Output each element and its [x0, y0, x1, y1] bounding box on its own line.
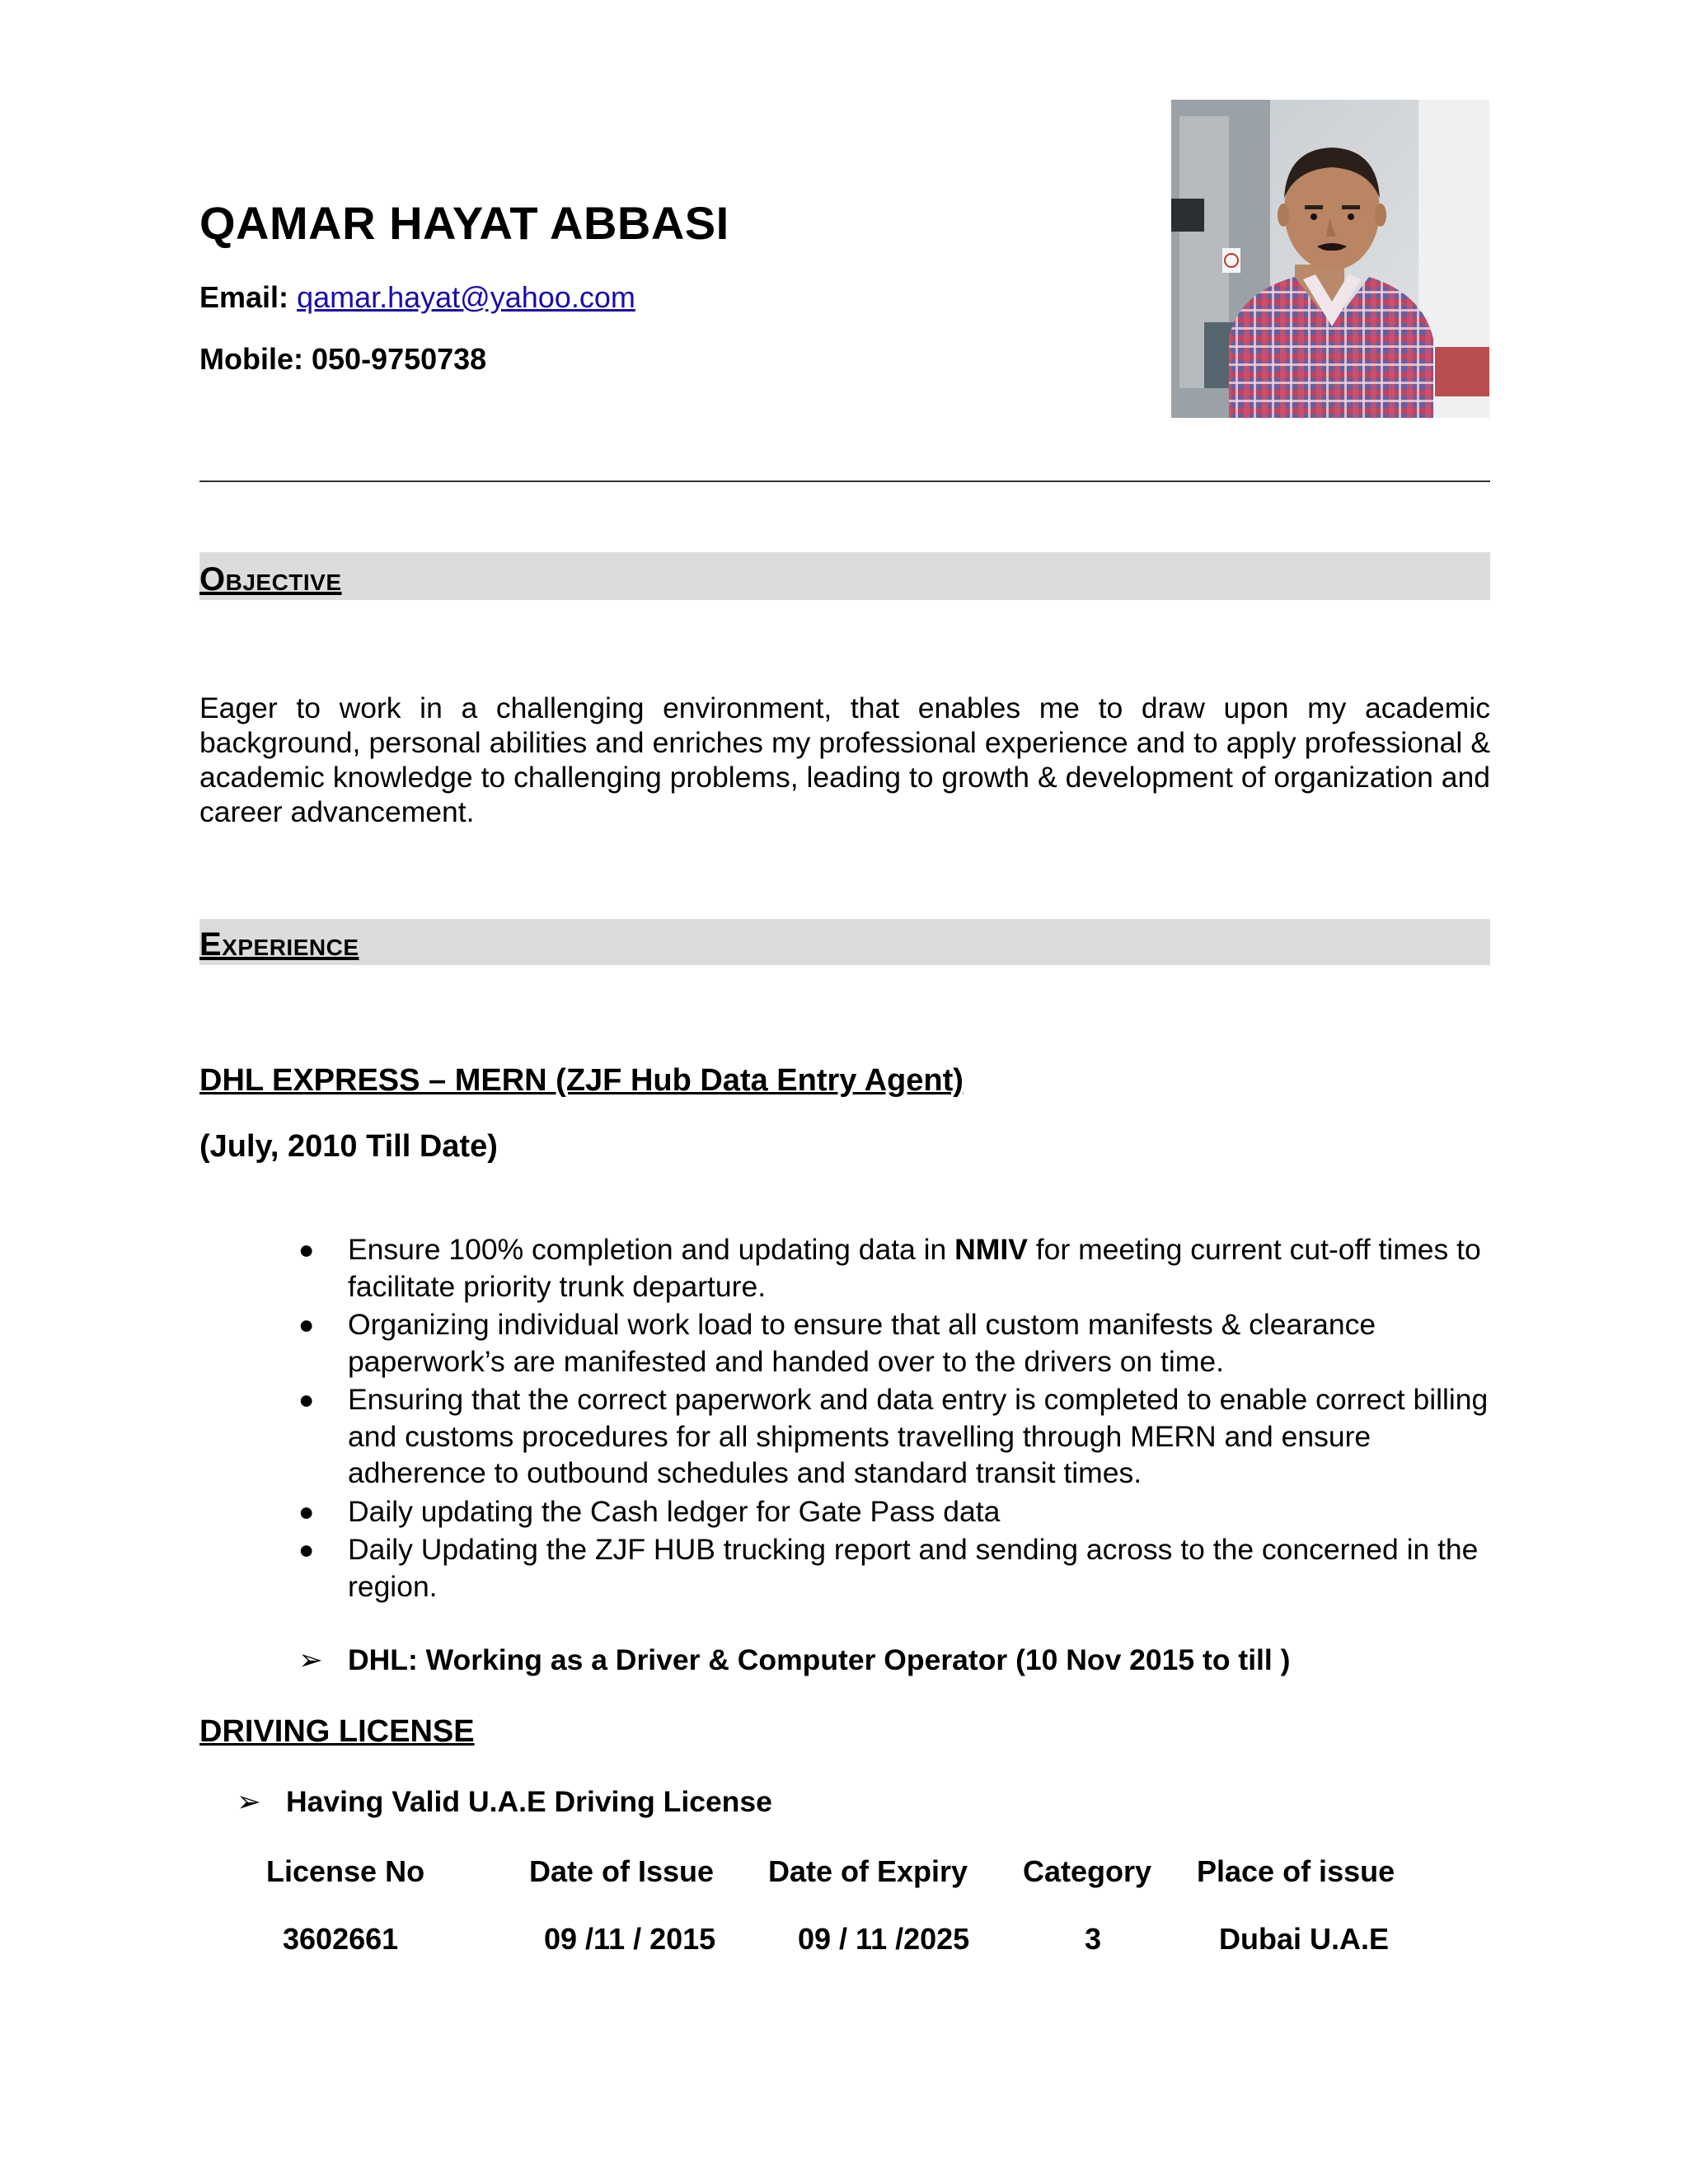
job-title: DHL EXPRESS – MERN (ZJF Hub Data Entry Agent) [199, 1063, 964, 1098]
objective-section-band [199, 552, 1490, 600]
objective-heading: Objective [199, 561, 342, 598]
license-header-cell: Place of issue [1197, 1854, 1395, 1888]
email-label: Email: [199, 280, 289, 314]
mobile-line [199, 342, 486, 377]
license-header-cell: Date of Issue [529, 1854, 715, 1888]
license-header-cell: Category [1023, 1854, 1152, 1888]
license-value-cell: 3 [1085, 1922, 1102, 1956]
driving-license-heading: DRIVING LICENSE [199, 1714, 475, 1749]
job-dates: (July, 2010 Till Date) [199, 1129, 498, 1164]
bullet-icon: ● [298, 1310, 315, 1339]
license-valid-note: ➢ Having Valid U.A.E Driving License [237, 1785, 772, 1818]
dhl-role-note: ➢ DHL: Working as a Driver & Computer Operator (10 Nov 2015 to till ) [298, 1643, 1291, 1676]
license-value-cell: Dubai U.A.E [1219, 1922, 1390, 1956]
bullet-icon: ● [298, 1496, 315, 1526]
bullet-icon: ● [298, 1235, 315, 1264]
mobile-number: 050-9750738 [312, 342, 487, 376]
mobile-label: Mobile: [199, 342, 303, 376]
arrow-bullet-icon: ➢ [237, 1785, 261, 1818]
experience-heading: Experience [199, 926, 359, 963]
bullet-icon: ● [298, 1385, 315, 1414]
objective-text: Eager to work in a challenging environment, that enables me to draw upon my academic background, personal abilities and enriches my professional experience and to apply professional & academic knowledge to challenging problems, leading to growth & development of organization and career advancement. [199, 691, 1490, 828]
candidate-name: QAMAR HAYAT ABBASI [199, 197, 729, 249]
header-divider [199, 480, 1490, 482]
email-link[interactable]: qamar.hayat@yahoo.com [297, 280, 635, 314]
list-item: ● Daily Updating the ZJF HUB trucking report and sending across to the concerned in the region. [298, 1533, 1479, 1603]
bullet-icon: ● [298, 1535, 315, 1564]
list-item: ● Daily updating the Cash ledger for Gate Pass data [348, 1493, 1493, 1530]
duties-list [298, 1231, 1493, 1606]
license-header-cell: License No [266, 1854, 425, 1888]
profile-photo [1171, 100, 1489, 418]
license-value-cell: 09 /11 / 2015 [544, 1922, 716, 1956]
list-item: ● Organizing individual work load to ensure that all custom manifests & clearance paperwork’s are manifested and handed over to the drivers on time. [298, 1308, 1376, 1378]
experience-section-band [199, 919, 1490, 965]
list-item: ● Ensure 100% completion and updating data in NMIV for meeting current cut-off times to facilitate priority trunk departure. [298, 1233, 1481, 1303]
list-item: ● Ensuring that the correct paperwork and data entry is completed to enable correct billing and customs procedures for all shipments travelling through MERN and ensure adherence to outbound schedules and standard transit times. [298, 1383, 1489, 1489]
license-header-cell: Date of Expiry [768, 1854, 968, 1888]
email-line [199, 280, 635, 315]
license-value-cell: 09 / 11 /2025 [798, 1922, 970, 1956]
license-value-cell: 3602661 [283, 1922, 399, 1956]
arrow-bullet-icon: ➢ [298, 1643, 323, 1676]
